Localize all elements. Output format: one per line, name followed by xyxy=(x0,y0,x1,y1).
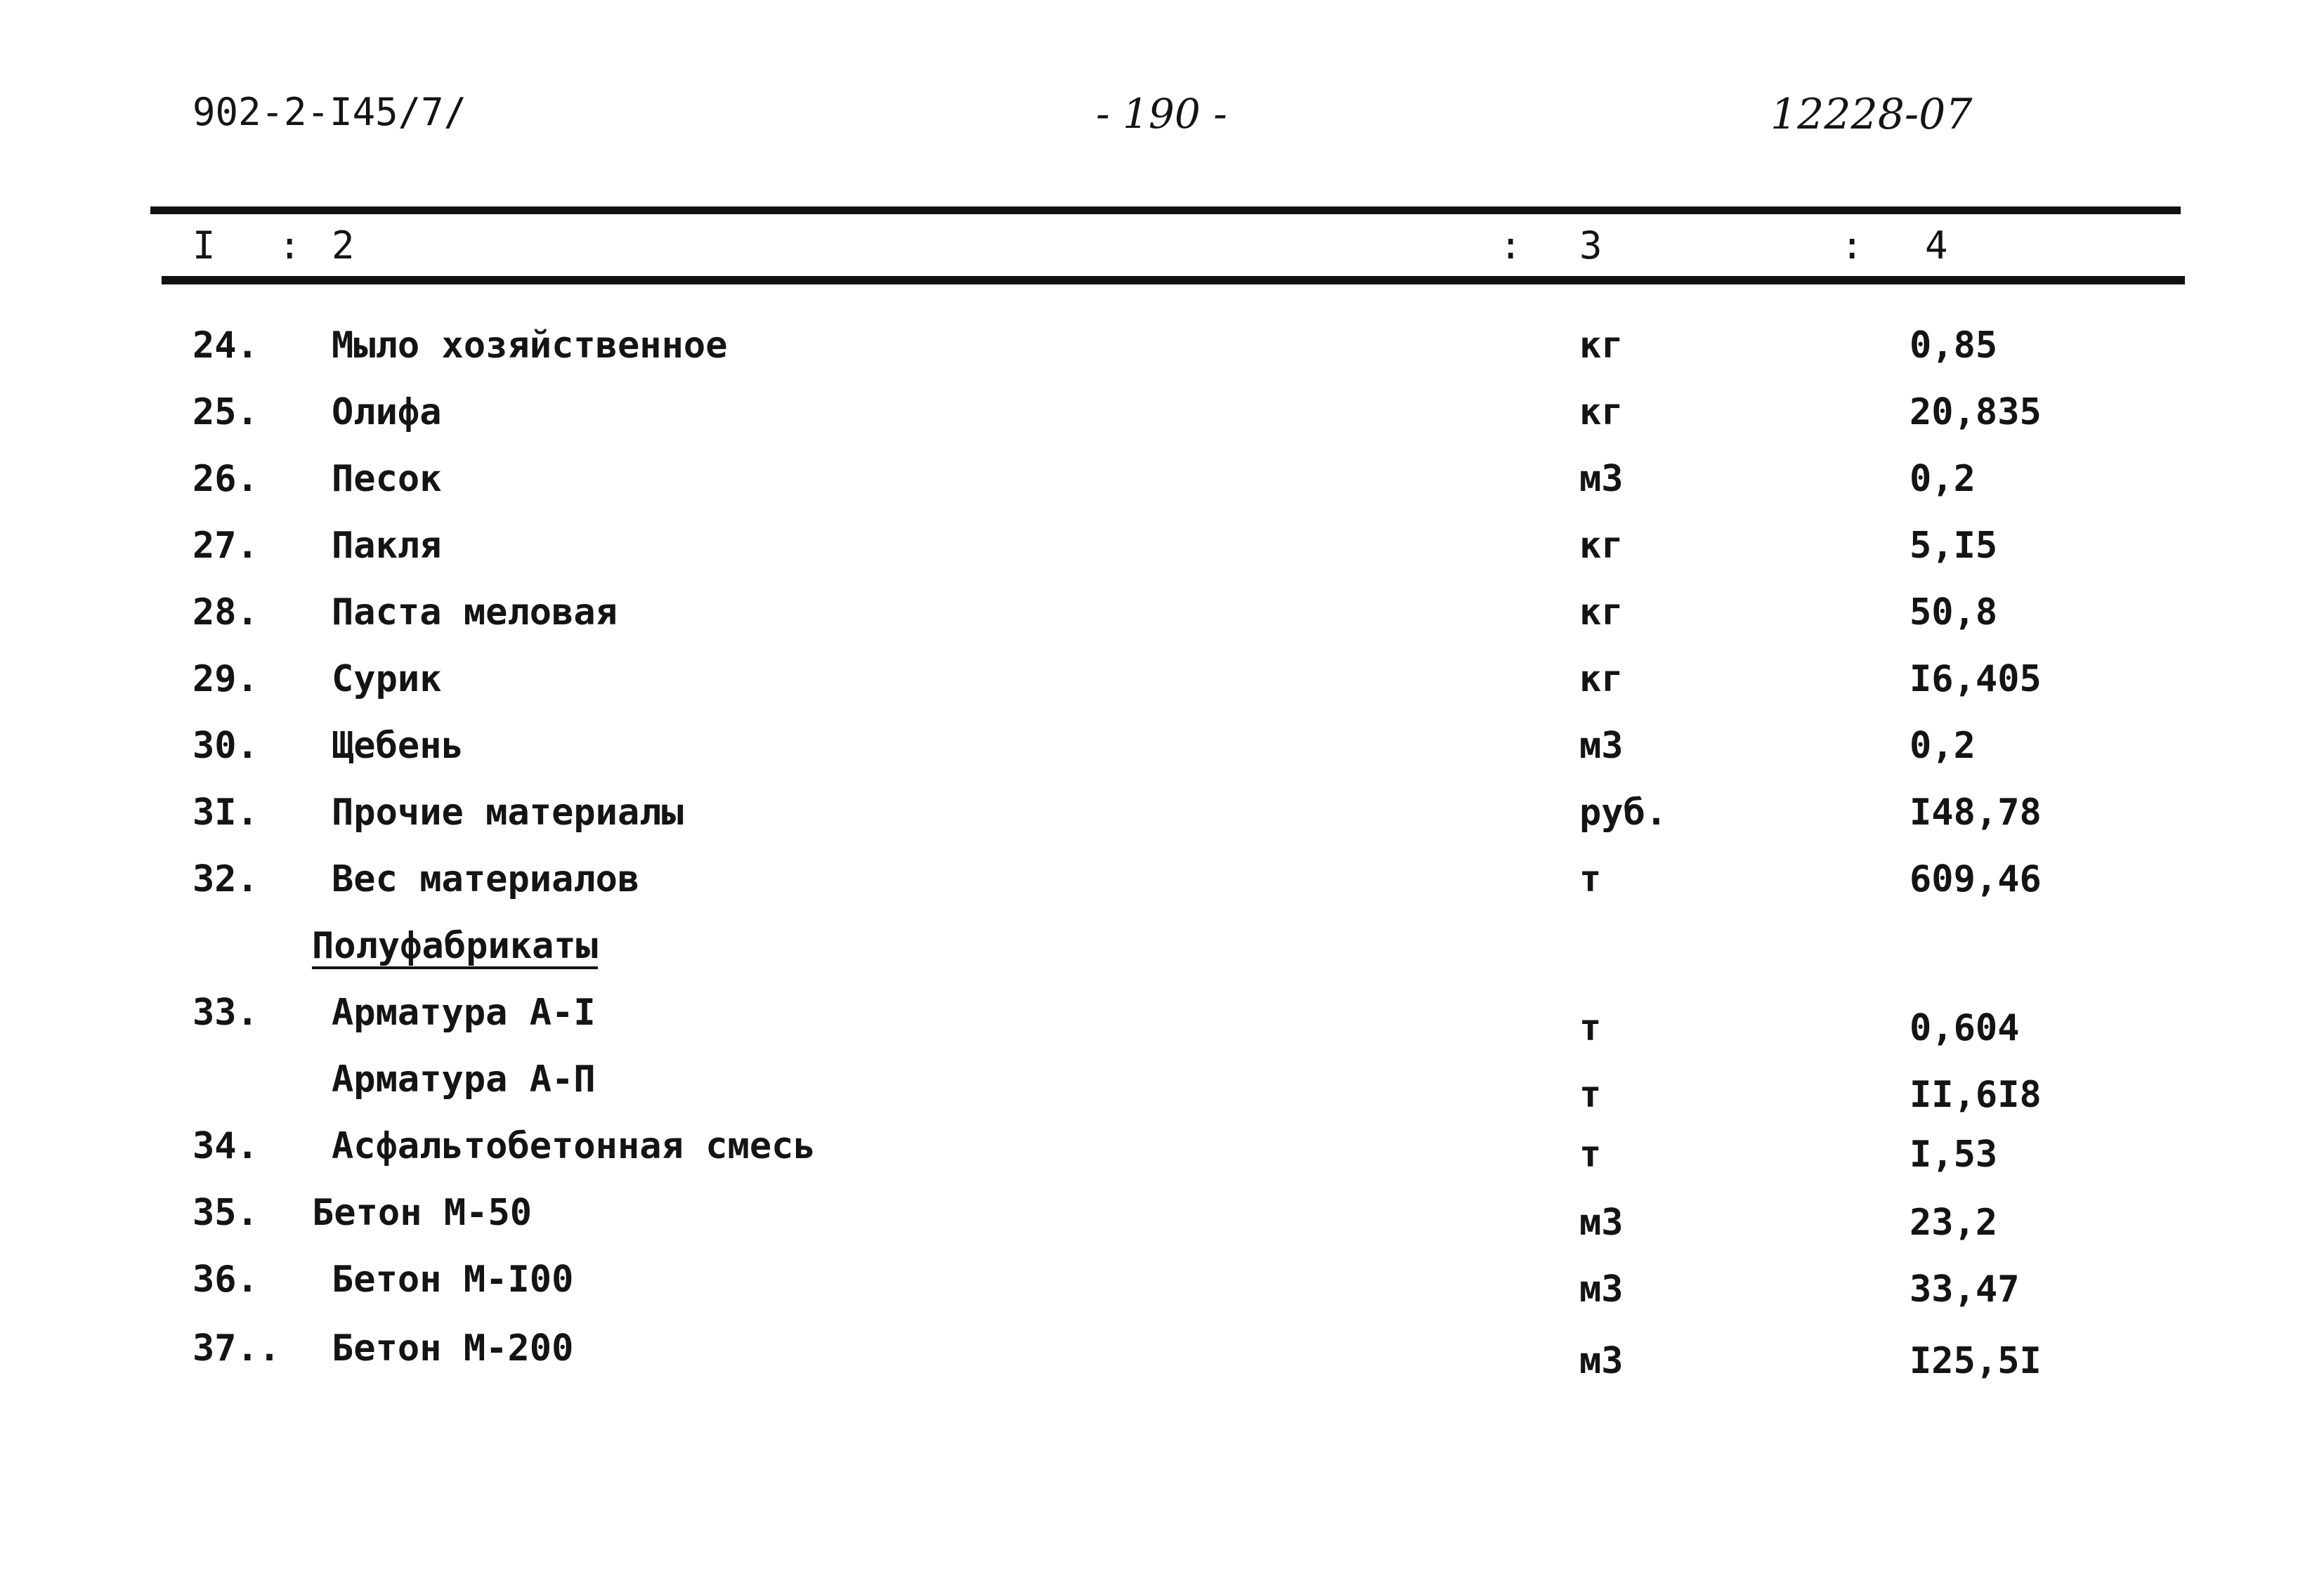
section-heading xyxy=(312,925,598,967)
quantity: 0,85 xyxy=(1910,324,1998,367)
quantity: 33,47 xyxy=(1910,1268,2020,1311)
unit: т xyxy=(1579,1134,1602,1176)
material-name: Пакля xyxy=(332,525,442,567)
material-name: Бетон М-50 xyxy=(312,1192,533,1234)
row-number: 33. xyxy=(192,992,259,1034)
unit: м3 xyxy=(1579,1202,1624,1244)
row-number: 26. xyxy=(192,458,259,500)
quantity: 23,2 xyxy=(1910,1202,1998,1244)
unit: м3 xyxy=(1579,1268,1624,1311)
page-number: - 190 - xyxy=(1096,90,1227,138)
material-name: Сурик xyxy=(332,658,442,700)
table-row xyxy=(0,1192,2324,1255)
row-number: 27. xyxy=(192,525,259,567)
material-name: Арматура А-П xyxy=(332,1058,596,1101)
inventory-number: 12228-07 xyxy=(1770,90,1973,139)
table-row xyxy=(0,525,2324,588)
column-separator: : xyxy=(1841,223,1864,268)
unit: руб. xyxy=(1579,792,1668,834)
table-row xyxy=(0,324,2324,388)
material-name: Песок xyxy=(332,458,442,500)
header-bottom-rule xyxy=(162,276,2185,284)
table-row xyxy=(0,792,2324,855)
row-number: 34. xyxy=(192,1125,259,1167)
quantity: 20,835 xyxy=(1910,391,2042,433)
table-row xyxy=(0,391,2324,454)
material-name: Мыло хозяйственное xyxy=(332,324,728,367)
row-number: 3I. xyxy=(192,792,259,834)
unit: т xyxy=(1579,858,1602,900)
quantity: II,6I8 xyxy=(1910,1074,2042,1116)
row-number: 36. xyxy=(192,1259,259,1301)
row-number: 25. xyxy=(192,391,259,433)
unit: кг xyxy=(1579,324,1624,367)
table-row xyxy=(0,658,2324,721)
quantity: 50,8 xyxy=(1910,591,1998,633)
column-number-2: 2 xyxy=(332,223,355,268)
material-name: Бетон М-I00 xyxy=(332,1259,574,1301)
quantity: 0,2 xyxy=(1910,458,1976,500)
unit: т xyxy=(1579,1074,1602,1116)
unit: кг xyxy=(1579,391,1624,433)
quantity: 0,2 xyxy=(1910,725,1976,767)
row-number: 37.. xyxy=(192,1327,281,1370)
row-number: 32. xyxy=(192,858,259,900)
table-row xyxy=(0,992,2324,1055)
row-number: 24. xyxy=(192,324,259,367)
table-row xyxy=(0,1327,2324,1391)
unit: кг xyxy=(1579,658,1624,700)
quantity: 609,46 xyxy=(1910,858,2042,900)
unit: м3 xyxy=(1579,1340,1624,1382)
quantity: 5,I5 xyxy=(1910,525,1998,567)
quantity: 0,604 xyxy=(1910,1007,2020,1049)
column-number-4: 4 xyxy=(1925,223,1948,268)
material-name: Олифа xyxy=(332,391,442,433)
material-name: Паста меловая xyxy=(332,591,618,633)
row-number: 35. xyxy=(192,1192,259,1234)
row-number: 30. xyxy=(192,725,259,767)
quantity: I48,78 xyxy=(1910,792,2042,834)
table-row xyxy=(0,591,2324,655)
table-row xyxy=(0,1259,2324,1322)
quantity: I6,405 xyxy=(1910,658,2042,700)
table-row xyxy=(0,1058,2324,1122)
quantity: I,53 xyxy=(1910,1134,1998,1176)
unit: м3 xyxy=(1579,458,1624,500)
row-number: 29. xyxy=(192,658,259,700)
material-name: Щебень xyxy=(332,725,464,767)
material-name: Вес материалов xyxy=(332,858,640,900)
section-title: Полуфабрикаты xyxy=(312,925,598,967)
material-name: Бетон М-200 xyxy=(332,1327,574,1370)
unit: кг xyxy=(1579,525,1624,567)
table-row xyxy=(0,725,2324,788)
material-name: Прочие материалы xyxy=(332,792,684,834)
row-number: 28. xyxy=(192,591,259,633)
unit: кг xyxy=(1579,591,1624,633)
table-row xyxy=(0,858,2324,921)
top-rule xyxy=(150,206,2181,214)
table-row xyxy=(0,458,2324,521)
document-code: 902-2-I45/7/ xyxy=(192,90,467,134)
table-row xyxy=(0,1125,2324,1188)
quantity: I25,5I xyxy=(1910,1340,2042,1382)
material-name: Асфальтобетонная смесь xyxy=(332,1125,816,1167)
unit: т xyxy=(1579,1007,1602,1049)
material-name: Арматура А-I xyxy=(332,992,596,1034)
column-separator: : xyxy=(278,223,301,268)
column-separator: : xyxy=(1499,223,1522,268)
column-number-3: 3 xyxy=(1579,223,1602,268)
unit: м3 xyxy=(1579,725,1624,767)
column-number-1: I xyxy=(192,223,216,268)
